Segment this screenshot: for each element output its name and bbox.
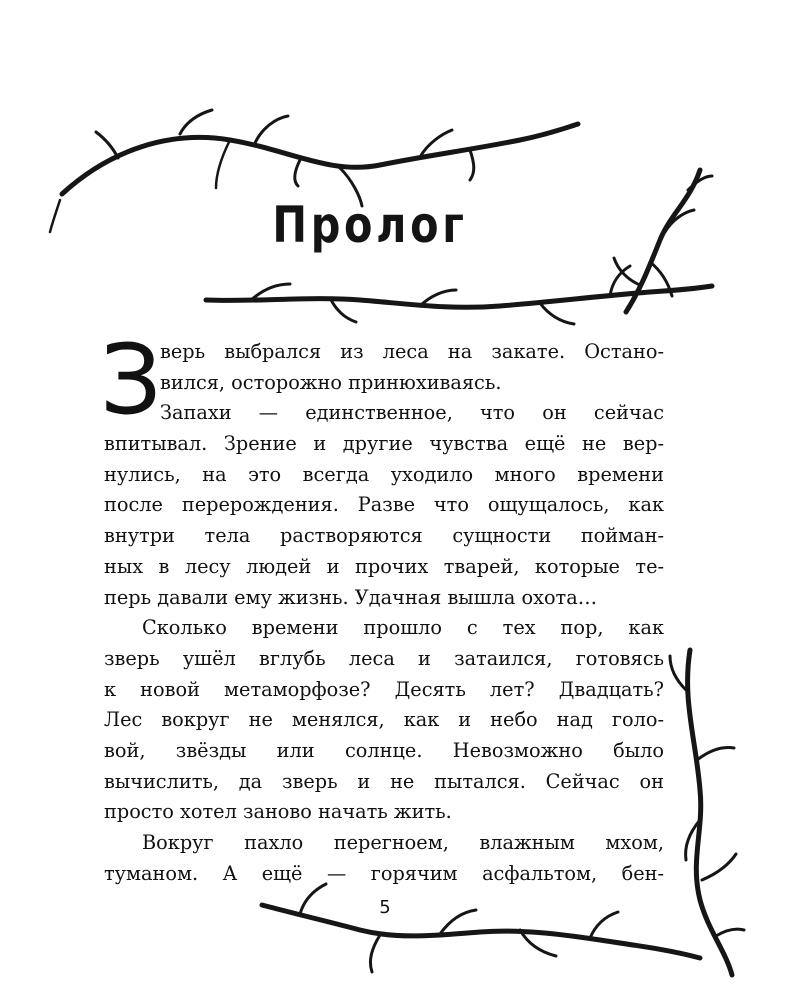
text-line: к новой метаморфозе? Десять лет? Двадцать? <box>104 677 664 701</box>
drop-cap: З <box>100 324 162 436</box>
text-line: Запахи — единственное, что он сейчас <box>160 401 664 425</box>
chapter-text <box>104 337 664 889</box>
text-line: туманом. А ещё — горячим асфальтом, бен- <box>104 861 664 885</box>
text-line: внутри тела растворяются сущности пойман- <box>104 524 664 548</box>
text-line: Вокруг пахло перегноем, влажным мхом, <box>142 831 664 854</box>
text-line: вычислить, да зверь и не пытался. Сейчас он <box>104 769 664 793</box>
text-line: Лес вокруг не менялся, как и небо над голо- <box>104 708 664 732</box>
chapter-title: Пролог <box>272 196 468 254</box>
text-line: перь давали ему жизнь. Удачная вышла охота… <box>104 585 597 609</box>
bottom-branch-ornament <box>262 884 700 972</box>
text-line: просто хотел заново начать жить. <box>104 800 452 824</box>
text-line: Сколько времени прошло с тех пор, как <box>142 616 664 640</box>
page-number: 5 <box>379 897 391 918</box>
right-side-branch-ornament <box>670 650 744 975</box>
text-line: зверь ушёл вглубь леса и затаился, готовясь <box>104 646 664 670</box>
text-line: впитывал. Зрение и другие чувства ещё не вер- <box>104 432 664 456</box>
text-line: верь выбрался из леса на закате. Остано- <box>160 340 664 363</box>
text-line: после перерождения. Разве что ощущалось, как <box>104 493 664 517</box>
text-line: нулись, на это всегда уходило много времени <box>104 462 664 486</box>
text-line: вой, звёзды или солнце. Невозможно было <box>104 738 664 762</box>
under-title-branch-ornament <box>206 266 712 324</box>
text-line: ных в лесу людей и прочих тварей, которые те- <box>104 554 664 578</box>
text-line: вился, осторожно принюхиваясь. <box>160 370 502 394</box>
